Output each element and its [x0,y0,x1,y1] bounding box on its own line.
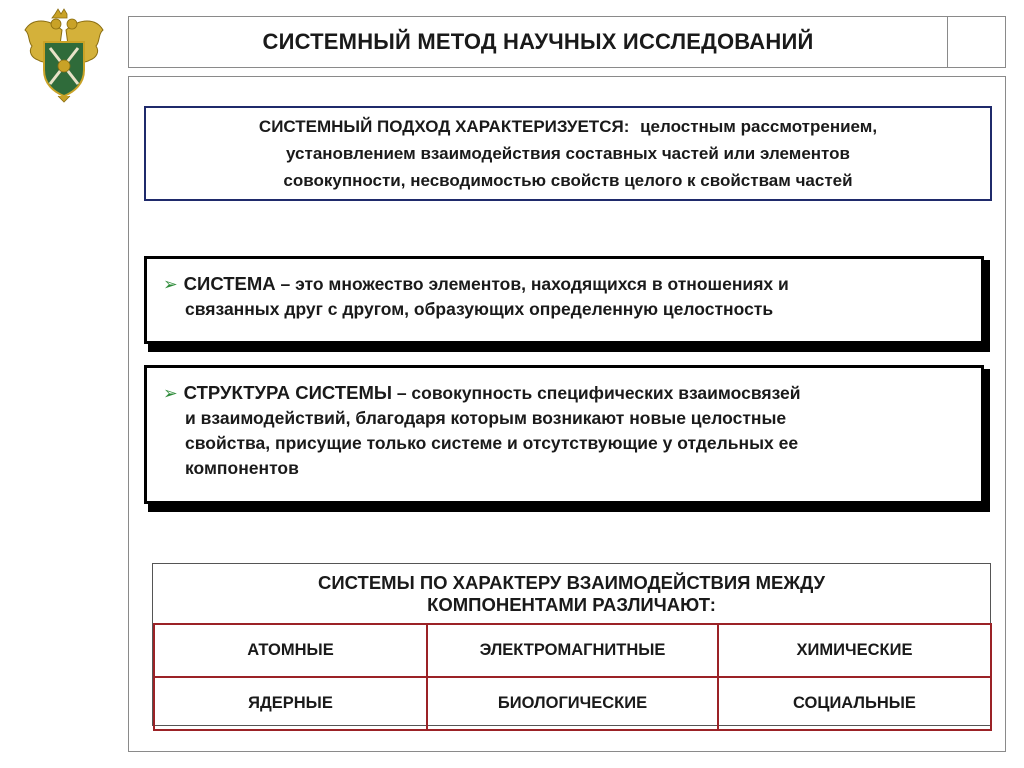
structure-definition-line-3: свойства, присущие только системе и отсутствующие у отдельных ее [185,433,799,453]
structure-definition-text-1: – совокупность специфических взаимосвязей [391,383,801,403]
bullet-arrow-icon: ➢ [163,274,178,294]
structure-definition-line-1 [163,380,971,406]
system-definition-text-1: – это множество элементов, находящихся в отношениях и [275,274,789,294]
type-cell: АТОМНЫЕ [154,624,427,677]
structure-definition-box [144,365,984,504]
system-types-header-line-2: КОМПОНЕНТАМИ РАЗЛИЧАЮТ: [427,594,716,615]
bullet-arrow-icon: ➢ [163,383,178,403]
approach-line-3: совокупности, несводимостью свойств целого к свойствам частей [283,171,853,190]
type-cell: ХИМИЧЕСКИЕ [718,624,991,677]
structure-definition-line-4: компонентов [185,458,299,478]
table-row [154,677,991,730]
structure-definition-line-2: и взаимодействий, благодаря которым возникают новые целостные [185,408,787,428]
system-types-grid [153,623,992,731]
page-title: СИСТЕМНЫЙ МЕТОД НАУЧНЫХ ИССЛЕДОВАНИЙ [262,29,814,54]
system-types-header [153,564,990,624]
approach-label: СИСТЕМНЫЙ ПОДХОД ХАРАКТЕРИЗУЕТСЯ: [258,117,630,136]
approach-line-1: целостным рассмотрением, [640,117,878,136]
customs-emblem-icon [22,8,106,104]
system-definition-line-2: связанных друг с другом, образующих определенную целостность [185,299,774,319]
title-corner-cell [947,17,1005,67]
title-bar [128,16,1006,68]
system-types-header-line-1: СИСТЕМЫ ПО ХАРАКТЕРУ ВЗАИМОДЕЙСТВИЯ МЕЖДУ [317,572,825,593]
system-term: СИСТЕМА [183,273,276,294]
structure-term: СТРУКТУРА СИСТЕМЫ [183,382,392,403]
system-types-table [152,563,991,726]
systemic-approach-box [144,106,992,201]
system-definition-line-1 [163,271,971,297]
type-cell: ЭЛЕКТРОМАГНИТНЫЕ [427,624,718,677]
approach-line-2: установлением взаимодействия составных частей или элементов [286,144,850,163]
type-cell: ЯДЕРНЫЕ [154,677,427,730]
table-row [154,624,991,677]
type-cell: БИОЛОГИЧЕСКИЕ [427,677,718,730]
system-definition-box [144,256,984,344]
type-cell: СОЦИАЛЬНЫЕ [718,677,991,730]
